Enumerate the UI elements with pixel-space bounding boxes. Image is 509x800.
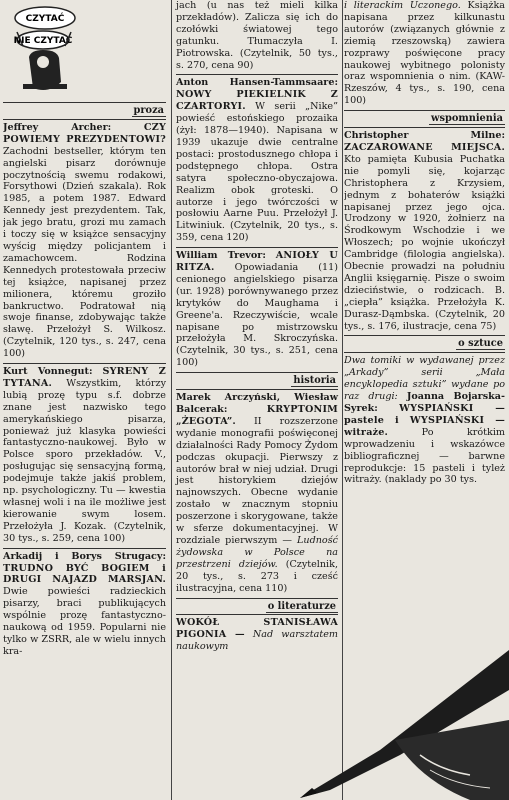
column-rule bbox=[171, 0, 172, 800]
column-1 bbox=[3, 0, 170, 800]
review-trevor: William Trevor: ANIOŁY U RITZA. Opowiadania (11) cenionego angielskiego pisarza (ur. 1928) porównywanego przez krytyków do Maughama i Greene'a. Rzeczywiście, wcale napisane po mistrzowsku przełożyła M. Skroczyńska. (Czytelnik, 30 tys., s. 251, cena 100) bbox=[176, 250, 338, 369]
review-tammsaare: Anton Hansen-Tammsaare: NOWY PIEKIELNIK Z CZARTORYI. W serii „Nike” powieść estońskiego prozaika (żył: 1878—1940). Napisana w 1939 ukazuje dwie centralne postaci: prostodusznego chłopa i podstępnego chłopa. Ostra satyra społeczno-obyczajowa. Realizm obok groteski. O autorze i jego twórczości w posłowiu Aarne Puu. Przełożył J. Litwiniuk. (Czytelnik, 20 tys., s. 359, cena 120) bbox=[176, 77, 338, 244]
review-pigonia-cont: i literackim Uczonego. Książka napisana przez kilkunastu autorów (związanych głównie z ziemią rzeszowską) zawiera rozprawy poświęcone pracy naukowej wybitnego polonisty oraz wspomnienia o nim. (KAW-Rzeszów, 4 tys., s. 190, cena 100) bbox=[344, 0, 505, 107]
section-heading: historia bbox=[293, 375, 336, 387]
review-sztuka: Dwa tomiki w wydawanej przez „Arkady” serii „Mała encyklopedia sztuki” wydane po raz drugi: Joanna Bojarska-Syrek: WYSPIAŃSKI — pastele i WYSPIAŃSKI — witraże. Po krótkim wprowadzeniu i wskazówce bibliograficznej — barwne reprodukcje: 15 pasteli i tyleż witraży. (naklady po 30 tys. bbox=[344, 355, 505, 486]
section-heading: wspomnienia bbox=[431, 113, 503, 125]
review-strugacky-cont: jach (u nas też mieli kilka przekładów). Zalicza się ich do czołówki światowej tego gatunku. Tłumaczyła I. Piotrowska. (Czytelnik, 50 tys., s. 270, cena 90) bbox=[176, 0, 338, 71]
review-vonnegut: Kurt Vonnegut: SYRENY Z TYTANA. Wszystkim, którzy lubią prozę typu s.f. dobrze znane jest nazwisko tego amerykańskiego pisarza, ponieważ już klasyka powieści fantastyczno-naukowej. Było w Polsce sporo przekładów. V., posługując się sensacyjną formą, podejmuje także jakiś problem, np. psychologiczny. Tu — kwestia własnej woli i na ile możliwe jest kierowanie swym losem. Przełożyła J. Kozak. (Czytelnik, 30 tys., s. 259, cena 100) bbox=[3, 366, 166, 544]
review-pigonia: WOKÓŁ STANISŁAWA PIGONIA — Nad warsztatem naukowym bbox=[176, 617, 338, 653]
column-rule bbox=[342, 0, 343, 800]
section-heading: o literaturze bbox=[267, 600, 336, 612]
czytac-logo bbox=[9, 2, 81, 98]
section-heading: o sztuce bbox=[458, 338, 503, 350]
review-arczynski: Marek Arczyński, Wiesław Balcerak: KRYPTONIM „ŻEGOTA”. II rozszerzone wydanie monografii poświęconej działalności Rady Pomocy Żydom podczas okupacji. Pierwszy z autorów brał w niej udział. Drugi jest historykiem dziejów najnowszych. Obecne wydanie zostało w znacznym stopniu poszerzone i skorygowane, także w sferze dokumentacyjnej. W rozdziale pierwszym — Ludność żydowska w Polsce na przestrzeni dziejów. (Czytelnik, 20 tys., s. 273 i cześć ilustracyjna, cena 110) bbox=[176, 392, 338, 594]
logo-text-1: CZYTAĆ bbox=[25, 14, 65, 24]
logo-text-2: NIE CZYTAĆ bbox=[13, 36, 73, 46]
review-strugacky: Arkadij i Borys Strugacy: TRUDNO BYĆ BOGIEM i DRUGI NAJAZD MARSJAN. Dwie powieści radzieckich pisarzy, braci publikujących wspólnie prozę fantastyczno-naukową od 1959. Popularni nie tylko w ZSRR, ale w wielu innych kra- bbox=[3, 550, 166, 657]
review-archer: Jeffrey Archer: CZY POWIEMY PREZYDENTOWI? Zachodni bestseller, którym ten angielski pisarz dorównuje poczytnością swemu rodakowi, Forsythowi (Dzień szakala). Rok 1985, a potem 1987. Edward Kennedy jest prezydentem. Tak, jak jego bratu, grozi mu zamach i toczy się w książce sensacyjny wyścig między policjantem i zamachowcem. Rodzina Kennedych protestowała przeciw tej książce, napisanej przez milionera, któremu groziło bankructwo. Podratował nią swoje finanse, zdobywając także sławę. Przełożył S. Wilkosz. (Czytelnik, 120 tys., s. 247, cena 100) bbox=[3, 121, 166, 360]
review-milne: Christopher Milne: ZACZAROWANE MIEJSCA. Kto pamięta Kubusia Puchatka nie pomyli się, kojarząc Christophera z Krzysiem, jednym z bohaterów książki napisanej przez jego ojca. Urodzony w 1920, żołnierz na Środkowym Wschodzie i we Włoszech; po wojnie ukończył Cambridge (filologia angielska). Obecnie prowadzi na południu Anglii księgarnię. Pisze o swoim dzieciństwie, o rodzicach. B. „ciepła” książka. Przełożyła K. Durasz-Dąmbska. (Czytelnik, 20 tys., s. 176, ilustracje, cena 75) bbox=[344, 130, 505, 332]
column-3 bbox=[344, 0, 509, 800]
section-heading: proza bbox=[133, 105, 164, 116]
column-2 bbox=[173, 0, 341, 800]
